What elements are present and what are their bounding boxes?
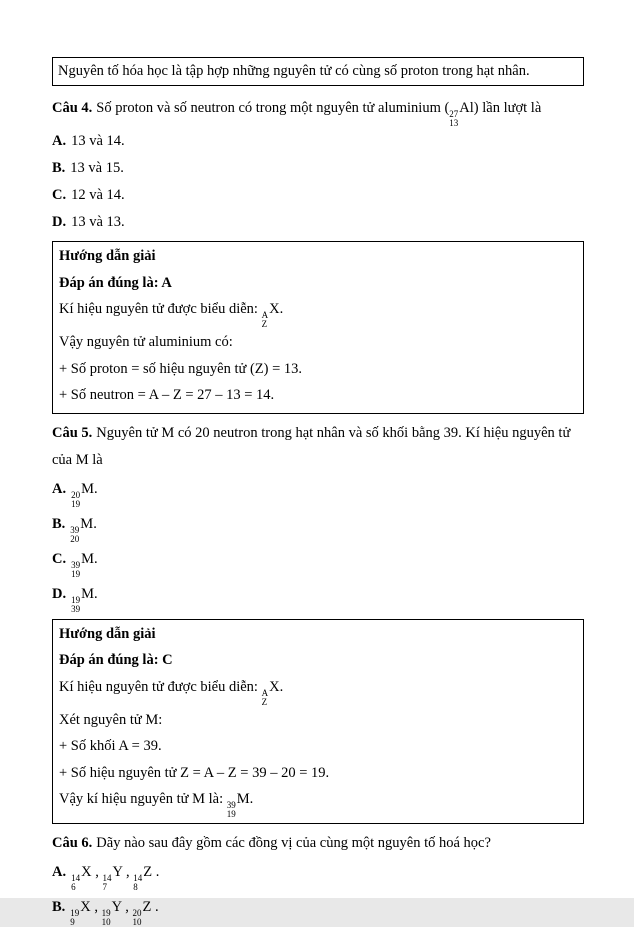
- q4-option-b: [52, 155, 584, 182]
- q4-option-a: [52, 128, 584, 155]
- nuclide-notation: [102, 874, 111, 892]
- q5-option-d: [52, 579, 584, 614]
- solution-line-final: Vậy kí hiệu nguyên tử M là: 39 19 M.: [59, 791, 254, 819]
- option-end: .: [94, 550, 98, 567]
- solution-line: + Số hiệu nguyên tử Z = A – Z = 39 – 20 = 19.: [59, 764, 330, 781]
- solution-box-q4: [52, 241, 584, 414]
- solution-title: Hướng dẫn giải: [59, 248, 156, 264]
- solution-title: Hướng dẫn giải: [59, 625, 156, 642]
- element-symbol: Al: [459, 100, 474, 116]
- option-label: C.: [52, 187, 67, 203]
- atomic-number: 19: [71, 568, 81, 579]
- element-symbol: X: [269, 678, 280, 695]
- element-symbol: Y: [112, 864, 123, 880]
- definition-box: [52, 57, 584, 86]
- solution-line: + Số proton = số hiệu nguyên tử (Z) = 13.: [59, 360, 303, 377]
- option-end: .: [152, 864, 160, 880]
- element-symbol: M: [80, 515, 94, 532]
- nuclide-notation: [70, 909, 79, 927]
- option-end: .: [94, 480, 98, 497]
- atomic-number: 13: [449, 118, 459, 128]
- atomic-number: 20: [70, 533, 80, 544]
- option-text: 13 và 14.: [71, 133, 125, 149]
- option-label: A.: [52, 480, 67, 497]
- atomic-number: 39: [71, 603, 81, 614]
- separator: ,: [91, 864, 103, 880]
- mass-number: A: [261, 687, 269, 698]
- atomic-number: 6: [71, 882, 76, 892]
- nuclide-notation: [70, 526, 79, 544]
- mass-number: 39: [71, 559, 81, 570]
- nuclide-notation: [227, 801, 236, 819]
- option-label: D.: [52, 585, 67, 602]
- option-text: 13 và 13.: [71, 214, 125, 230]
- answer-line: Đáp án đúng là: A: [59, 274, 172, 291]
- atomic-number: Z: [261, 696, 268, 707]
- element-symbol: Z: [142, 899, 152, 915]
- option-label: C.: [52, 550, 67, 567]
- mass-number: 19: [101, 908, 111, 918]
- q4-option-c: [52, 182, 584, 209]
- option-label: A.: [52, 864, 67, 880]
- option-label: B.: [52, 899, 66, 915]
- question-6: [52, 830, 584, 857]
- nuclide-notation: [71, 491, 80, 509]
- question-5-text: Nguyên tử M có 20 neutron trong hạt nhân và số khối bằng 39. Kí hiệu nguyên tử của M là: [52, 424, 571, 468]
- solution-line: Vậy nguyên tử aluminium có:: [59, 334, 233, 350]
- option-label: A.: [52, 133, 67, 149]
- option-label: B.: [52, 515, 66, 532]
- mass-number: 19: [70, 908, 80, 918]
- nuclide-notation: [262, 311, 269, 329]
- mass-number: 39: [226, 800, 236, 810]
- question-5-label: Câu 5.: [52, 424, 93, 441]
- q4-option-d: [52, 209, 584, 236]
- atomic-number: 19: [71, 498, 81, 509]
- element-symbol: X: [269, 301, 280, 317]
- q5-option-c: [52, 544, 584, 579]
- element-symbol: M: [81, 585, 95, 602]
- solution-line-notation: Kí hiệu nguyên tử được biểu diễn: A Z X.: [59, 678, 284, 707]
- solution-line: + Số khối A = 39.: [59, 738, 162, 754]
- mass-number: 19: [71, 594, 81, 605]
- element-symbol: M: [81, 550, 95, 567]
- q5-option-a: [52, 474, 584, 509]
- atomic-number: Z: [261, 319, 268, 329]
- atomic-number: 10: [132, 917, 142, 927]
- option-text: 13 và 15.: [70, 160, 124, 176]
- option-text: 12 và 14.: [71, 187, 125, 203]
- separator: ,: [121, 899, 133, 915]
- question-4: [52, 95, 584, 128]
- element-symbol: X: [80, 899, 91, 915]
- option-end: .: [151, 899, 159, 915]
- nuclide-notation: [132, 909, 141, 927]
- mass-number: 39: [70, 524, 80, 535]
- nuclide-notation: [71, 874, 80, 892]
- question-6-text: Dãy nào sau đây gồm các đồng vị của cùng một nguyên tố hoá học?: [96, 835, 491, 851]
- option-label: D.: [52, 214, 67, 230]
- question-4-text-before: Số proton và số neutron có trong một nguyên tử aluminium (: [96, 100, 450, 116]
- mass-number: A: [261, 310, 269, 320]
- atomic-number: 9: [70, 917, 75, 927]
- element-symbol: Y: [111, 899, 122, 915]
- separator: ,: [90, 899, 102, 915]
- nuclide-notation: [133, 874, 142, 892]
- solution-line-notation: Kí hiệu nguyên tử được biểu diễn: A Z X.: [59, 301, 284, 329]
- q5-option-b: [52, 509, 584, 544]
- mass-number: 20: [71, 489, 81, 500]
- mass-number: 14: [133, 873, 143, 883]
- nuclide-notation: [71, 596, 80, 614]
- question-6-label: Câu 6.: [52, 835, 93, 851]
- definition-text: Nguyên tố hóa học là tập hợp những nguyên tử có cùng số proton trong hạt nhân.: [58, 63, 530, 79]
- question-4-text-after: ) lần lượt là: [473, 100, 542, 116]
- mass-number: 14: [71, 873, 81, 883]
- nuclide-notation: [449, 110, 458, 128]
- element-symbol: M: [236, 791, 250, 807]
- solution-line: + Số neutron = A – Z = 27 – 13 = 14.: [59, 387, 275, 403]
- question-4-label: Câu 4.: [52, 100, 93, 116]
- option-end: .: [94, 585, 98, 602]
- solution-box-q5: [52, 619, 584, 825]
- atomic-number: 8: [133, 882, 138, 892]
- mass-number: 14: [102, 873, 112, 883]
- mass-number: 27: [449, 109, 459, 119]
- question-5: [52, 420, 584, 474]
- element-symbol: Z: [143, 864, 153, 880]
- nuclide-notation: [71, 561, 80, 579]
- atomic-number: 19: [226, 809, 236, 819]
- separator: ,: [122, 864, 134, 880]
- option-label: B.: [52, 160, 66, 176]
- nuclide-notation: [262, 689, 269, 707]
- atomic-number: 7: [102, 882, 107, 892]
- q6-option-a: [52, 857, 584, 892]
- element-symbol: X: [81, 864, 92, 880]
- option-end: .: [93, 515, 97, 532]
- solution-line: Xét nguyên tử M:: [59, 711, 163, 728]
- q6-option-b: [52, 892, 584, 927]
- mass-number: 20: [132, 908, 142, 918]
- answer-line: Đáp án đúng là: C: [59, 652, 173, 668]
- nuclide-notation: [102, 909, 111, 927]
- element-symbol: M: [81, 480, 95, 497]
- atomic-number: 10: [101, 917, 111, 927]
